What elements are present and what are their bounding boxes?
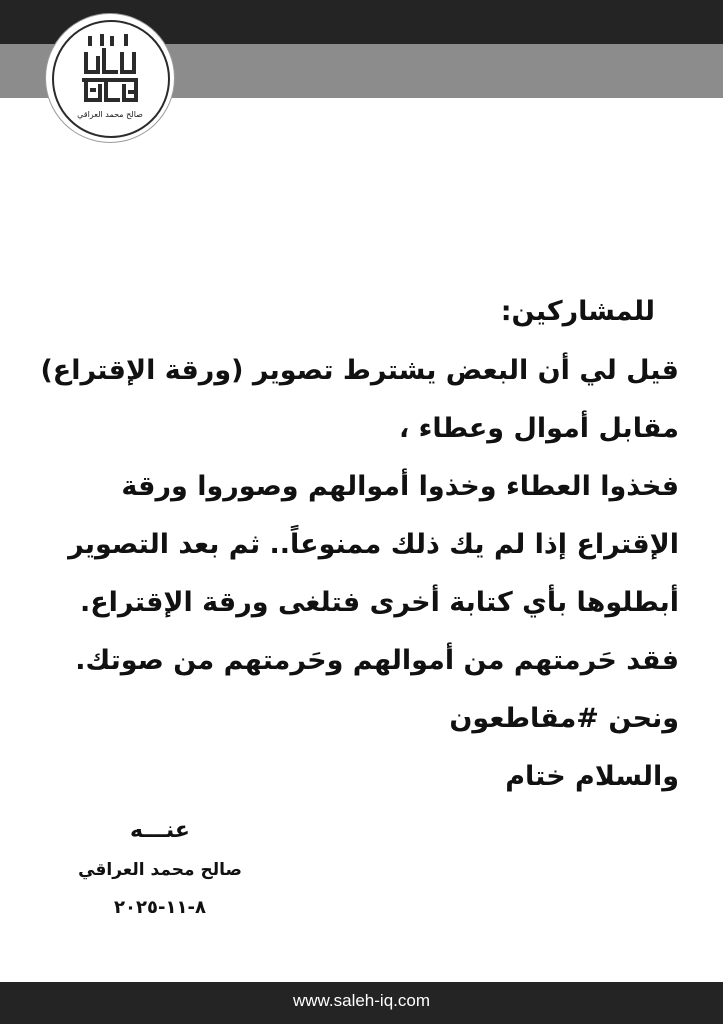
letter-line: مقابل أموال وعطاء ، (398, 413, 679, 444)
signature-date: ٨-١١-٢٠٢٥ (114, 897, 206, 918)
signature-label: عنـــه (130, 818, 190, 843)
letter-line: فخذوا العطاء وخذوا أموالهم وصوروا ورقة (121, 471, 679, 502)
letter-line: فقد حَرمتهم من أموالهم وحَرمتهم من صوتك. (75, 645, 679, 676)
salutation: للمشاركين: (500, 296, 655, 327)
calligraphic-emblem-icon (46, 14, 174, 142)
signature-name: صالح محمد العراقي (78, 860, 242, 880)
letter-line: ونحن #مقاطعون (449, 703, 679, 734)
letter-body (39, 290, 679, 806)
logo-caption: صالح محمد العراقي (77, 110, 143, 119)
letter-line: قيل لي أن البعض يشترط تصوير (ورقة الإقتراع) (40, 355, 679, 386)
letter-line: الإقتراع إذا لم يك ذلك ممنوعاً.. ثم بعد التصوير (68, 529, 679, 560)
letter-line: أبطلوها بأي كتابة أخرى فتلغى ورقة الإقتراع. (79, 587, 679, 618)
footer-bar (0, 982, 723, 1024)
letter-line: والسلام ختام (505, 761, 679, 792)
footer-url[interactable]: www.saleh-iq.com (293, 991, 430, 1010)
logo (46, 14, 174, 142)
signature-block (60, 810, 260, 928)
